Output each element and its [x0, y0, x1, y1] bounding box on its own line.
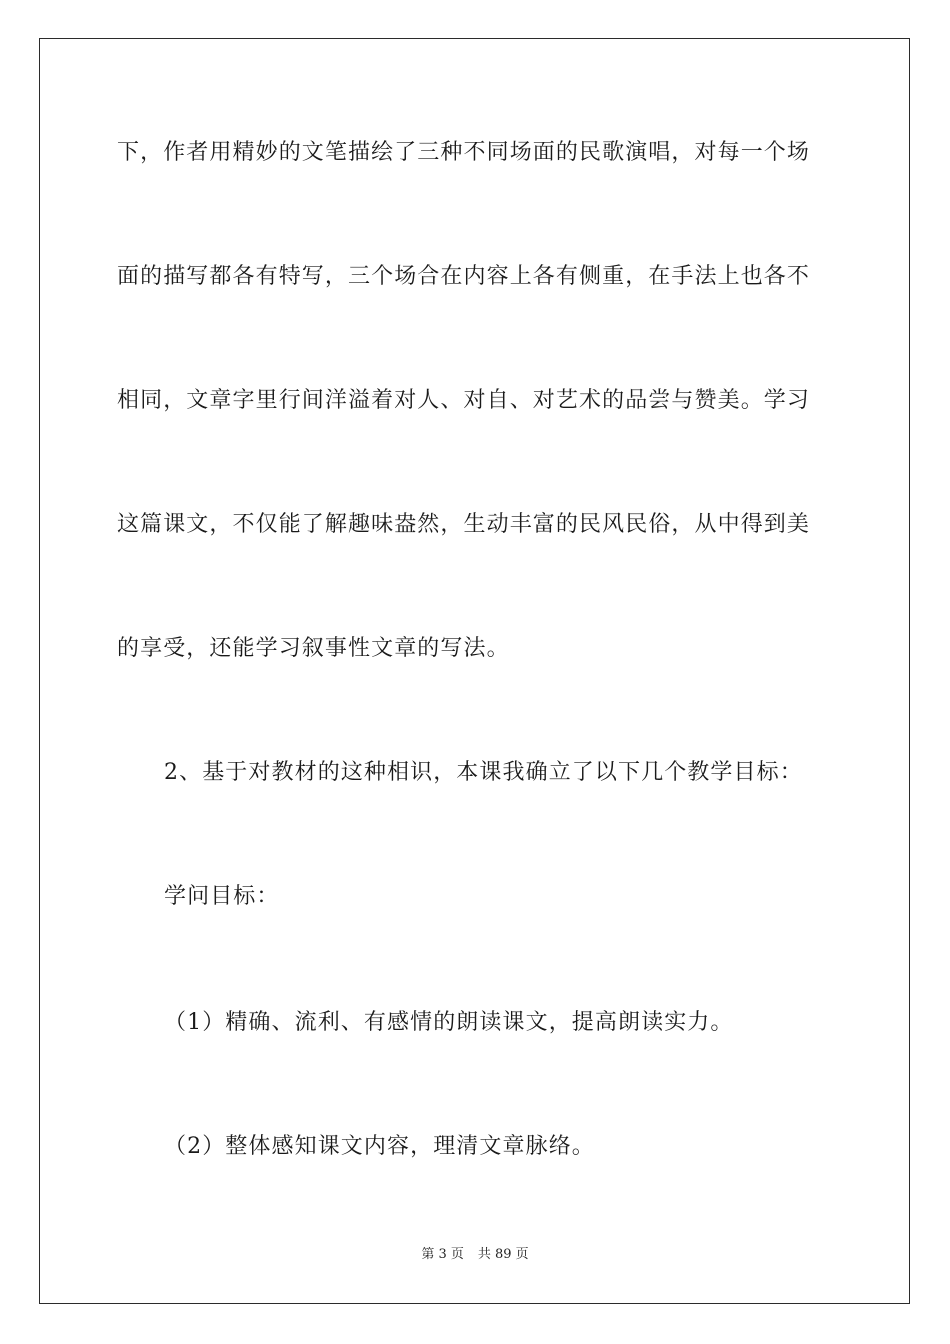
section-heading: 学问目标：: [164, 884, 280, 909]
body-text-line: 下，作者用精妙的文笔描绘了三种不同场面的民歌演唱，对每一个场: [117, 140, 811, 165]
page-number: 第 3 页: [421, 1247, 464, 1262]
body-text-line: 的享受，还能学习叙事性文章的写法。: [117, 636, 510, 661]
body-text-line: 面的描写都各有特写，三个场合在内容上各有侧重，在手法上也各不: [117, 264, 811, 289]
total-pages: 共 89 页: [477, 1247, 529, 1262]
objective-item: （1）精确、流利、有感情的朗读课文，提高朗读实力。: [164, 1010, 734, 1035]
body-text-line: 这篇课文，不仅能了解趣味盎然，生动丰富的民风民俗，从中得到美: [117, 512, 811, 537]
body-text-line: 相同，文章字里行间洋溢着对人、对自、对艺术的品尝与赞美。学习: [117, 388, 811, 413]
page-footer: [0, 1246, 950, 1264]
page-border: [39, 38, 910, 1304]
objective-item: （2）整体感知课文内容，理清文章脉络。: [164, 1134, 595, 1159]
paragraph-intro: 2、基于对教材的这种相识，本课我确立了以下几个教学目标：: [164, 760, 803, 785]
